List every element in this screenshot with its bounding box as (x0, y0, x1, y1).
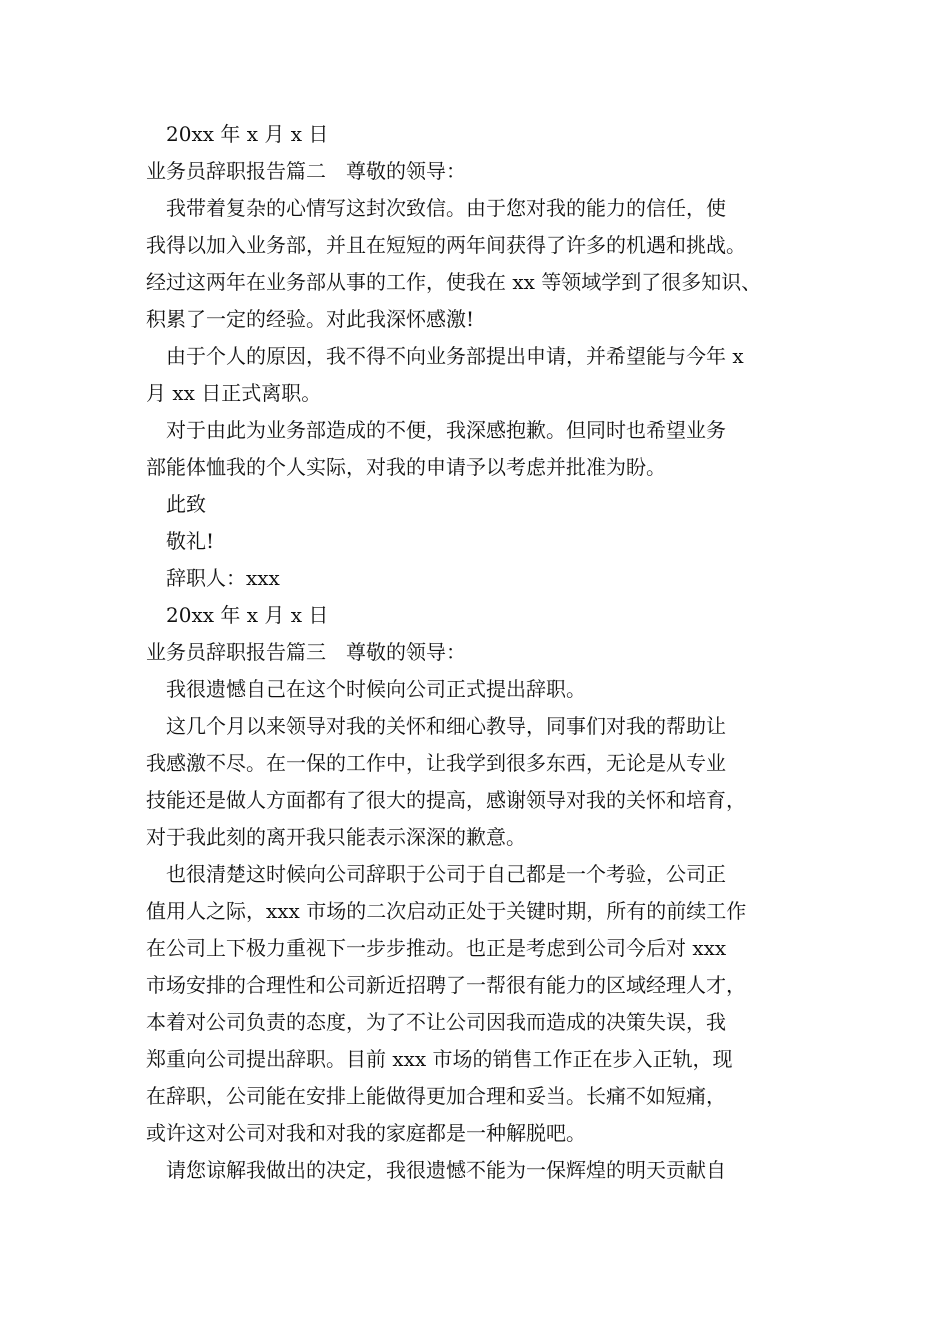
paragraph-line: 月 xx 日正式离职。 (146, 381, 322, 405)
paragraph-line: 或许这对公司对我和对我的家庭都是一种解脱吧。 (146, 1121, 586, 1145)
paragraph-line: 我感激不尽。在一保的工作中，让我学到很多东西，无论是从专业 (146, 751, 726, 775)
paragraph-line: 郑重向公司提出辞职。目前 xxx 市场的销售工作正在步入正轨，现 (146, 1047, 733, 1071)
paragraph-line: 积累了一定的经验。对此我深怀感激! (146, 307, 475, 331)
paragraph-line: 这几个月以来领导对我的关怀和细心教导，同事们对我的帮助让 (166, 714, 726, 738)
section-heading: 业务员辞职报告篇二 尊敬的领导： (146, 159, 466, 183)
paragraph-line: 对于我此刻的离开我只能表示深深的歉意。 (146, 825, 526, 849)
paragraph-line: 请您谅解我做出的决定，我很遗憾不能为一保辉煌的明天贡献自 (166, 1158, 726, 1182)
paragraph-line: 技能还是做人方面都有了很大的提高，感谢领导对我的关怀和培育， (146, 788, 746, 812)
paragraph-line: 也很清楚这时候向公司辞职于公司于自己都是一个考验，公司正 (166, 862, 726, 886)
paragraph-line: 我得以加入业务部，并且在短短的两年间获得了许多的机遇和挑战。 (146, 233, 746, 257)
signature-line: 辞职人：xxx (166, 566, 280, 590)
document-body (146, 116, 826, 1189)
paragraph-line: 我很遗憾自己在这个时候向公司正式提出辞职。 (166, 677, 586, 701)
paragraph-line: 在辞职，公司能在安排上能做得更加合理和妥当。长痛不如短痛， (146, 1084, 726, 1108)
date-line: 20xx 年 x 月 x 日 (166, 603, 329, 627)
paragraph-line: 值用人之际，xxx 市场的二次启动正处于关键时期，所有的前续工作 (146, 899, 747, 923)
paragraph-line: 市场安排的合理性和公司新近招聘了一帮很有能力的区域经理人才， (146, 973, 746, 997)
paragraph-line: 对于由此为业务部造成的不便，我深感抱歉。但同时也希望业务 (166, 418, 726, 442)
paragraph-line: 我带着复杂的心情写这封次致信。由于您对我的能力的信任，使 (166, 196, 726, 220)
paragraph-line: 部能体恤我的个人实际，对我的申请予以考虑并批准为盼。 (146, 455, 666, 479)
paragraph-line: 在公司上下极力重视下一步步推动。也正是考虑到公司今后对 xxx (146, 936, 727, 960)
section-heading: 业务员辞职报告篇三 尊敬的领导： (146, 640, 466, 664)
closing-line: 此致 (166, 492, 206, 516)
date-line: 20xx 年 x 月 x 日 (166, 122, 329, 146)
paragraph-line: 本着对公司负责的态度，为了不让公司因我而造成的决策失误，我 (146, 1010, 726, 1034)
paragraph-line: 由于个人的原因，我不得不向业务部提出申请，并希望能与今年 x (166, 344, 744, 368)
paragraph-line: 经过这两年在业务部从事的工作，使我在 xx 等领域学到了很多知识、 (146, 270, 762, 294)
salutation-line: 敬礼! (166, 529, 215, 553)
